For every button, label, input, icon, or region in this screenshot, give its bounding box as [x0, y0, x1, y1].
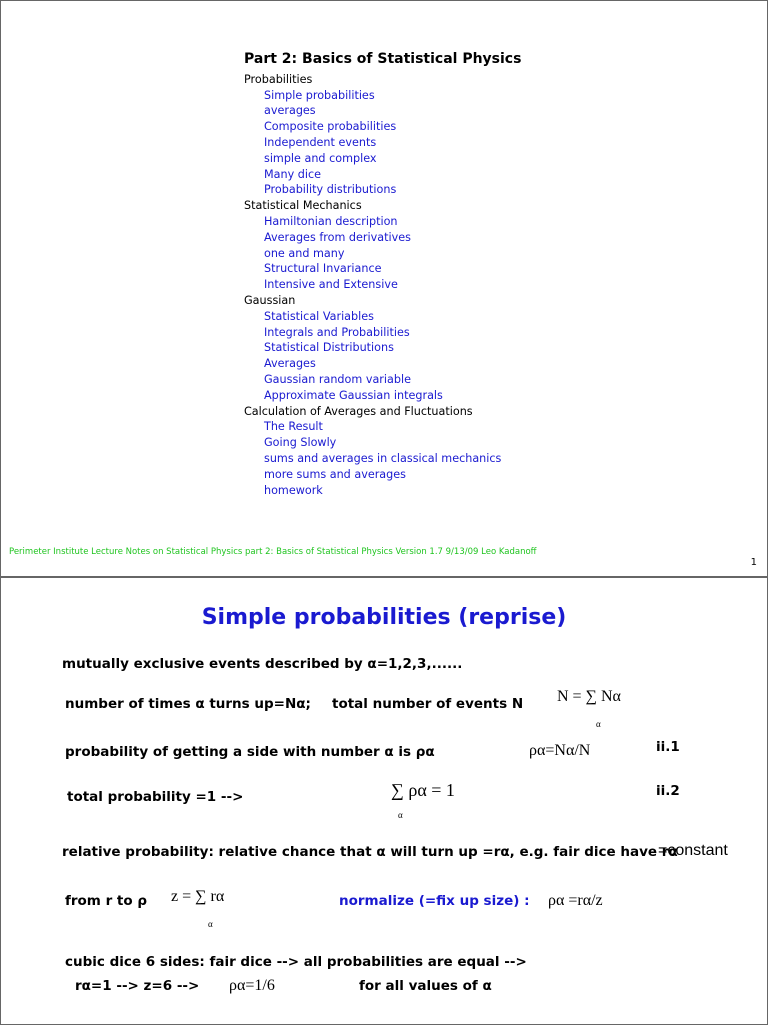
toc-link[interactable]: Hamiltonian description	[264, 214, 398, 228]
relative-probability-line: relative probability: relative chance that α will turn up =rα, e.g. fair dice have rα	[62, 844, 678, 860]
equation-n-sum: N = ∑ Nα	[557, 688, 621, 705]
all-values-line: for all values of α	[359, 978, 492, 994]
toc-link[interactable]: Independent events	[264, 135, 377, 149]
slide-2	[0, 577, 768, 1025]
equation-rho: ρα=Nα/N	[529, 742, 591, 759]
toc-link[interactable]: Gaussian random variable	[264, 372, 411, 386]
footer-text: Perimeter Institute Lecture Notes on Statistical Physics part 2: Basics of Statistical Physics Version 1.7 9/13/09 Leo Kadanoff	[9, 547, 537, 557]
slide-title: Simple probabilities (reprise)	[201, 605, 567, 630]
sum-index: α	[208, 919, 213, 929]
total-events-line: total number of events N	[332, 696, 524, 712]
toc-link[interactable]: more sums and averages	[264, 467, 406, 481]
toc-link[interactable]: Statistical Variables	[264, 309, 374, 323]
toc-link[interactable]: Structural Invariance	[264, 262, 382, 276]
toc-link[interactable]: sums and averages in classical mechanics	[264, 451, 502, 465]
page-number: 1	[750, 557, 757, 568]
normalize-label: normalize (=fix up size) :	[339, 893, 530, 909]
times-turns-up-line: number of times α turns up=Nα;	[65, 696, 311, 712]
cubic-dice-line: cubic dice 6 sides: fair dice --> all probabilities are equal -->	[65, 954, 527, 970]
toc-link[interactable]: Simple probabilities	[264, 88, 375, 102]
r-to-rho-line: from r to ρ	[65, 893, 148, 909]
toc-link[interactable]: Statistical Distributions	[264, 341, 394, 355]
toc-section: Gaussian	[244, 293, 296, 307]
toc-link[interactable]: homework	[264, 483, 323, 497]
toc-link[interactable]: Integrals and Probabilities	[264, 325, 410, 339]
equation-total: ∑ ρα = 1	[391, 780, 455, 800]
toc-title: Part 2: Basics of Statistical Physics	[244, 51, 522, 67]
equation-label-ii2: ii.2	[656, 783, 680, 799]
probability-side-line: probability of getting a side with number α is ρα	[65, 744, 435, 760]
toc-link[interactable]: The Result	[264, 420, 323, 434]
toc-link[interactable]: Averages	[264, 357, 316, 371]
total-probability-line: total probability =1 -->	[67, 789, 244, 805]
constant-label: =constant	[658, 842, 728, 859]
toc-link[interactable]: Intensive and Extensive	[264, 278, 398, 292]
toc-link[interactable]: Going Slowly	[264, 436, 337, 450]
toc-link[interactable]: Approximate Gaussian integrals	[264, 388, 443, 402]
exclusive-events-line: mutually exclusive events described by α=1,2,3,......	[62, 656, 463, 672]
toc-section: Probabilities	[244, 72, 313, 86]
equation-label-ii1: ii.1	[656, 739, 680, 755]
toc-link[interactable]: Composite probabilities	[264, 120, 397, 134]
sum-index: α	[596, 719, 601, 729]
toc-section: Statistical Mechanics	[244, 199, 362, 213]
sum-index: α	[398, 810, 403, 820]
toc-link[interactable]: one and many	[264, 246, 345, 260]
equation-z-sum: z = ∑ rα	[171, 888, 225, 905]
toc-link[interactable]: Many dice	[264, 167, 322, 181]
r-equals-one-line: rα=1 --> z=6 -->	[75, 978, 200, 994]
toc-link[interactable]: averages	[264, 104, 316, 118]
toc-link[interactable]: Averages from derivatives	[264, 230, 411, 244]
equation-rho-sixth: ρα=1/6	[229, 977, 275, 994]
toc-section: Calculation of Averages and Fluctuations	[244, 404, 473, 418]
toc-body	[244, 72, 521, 499]
equation-normalize: ρα =rα/z	[548, 892, 603, 909]
table-of-contents	[244, 52, 521, 498]
toc-link[interactable]: Probability distributions	[264, 183, 397, 197]
toc-link[interactable]: simple and complex	[264, 151, 377, 165]
